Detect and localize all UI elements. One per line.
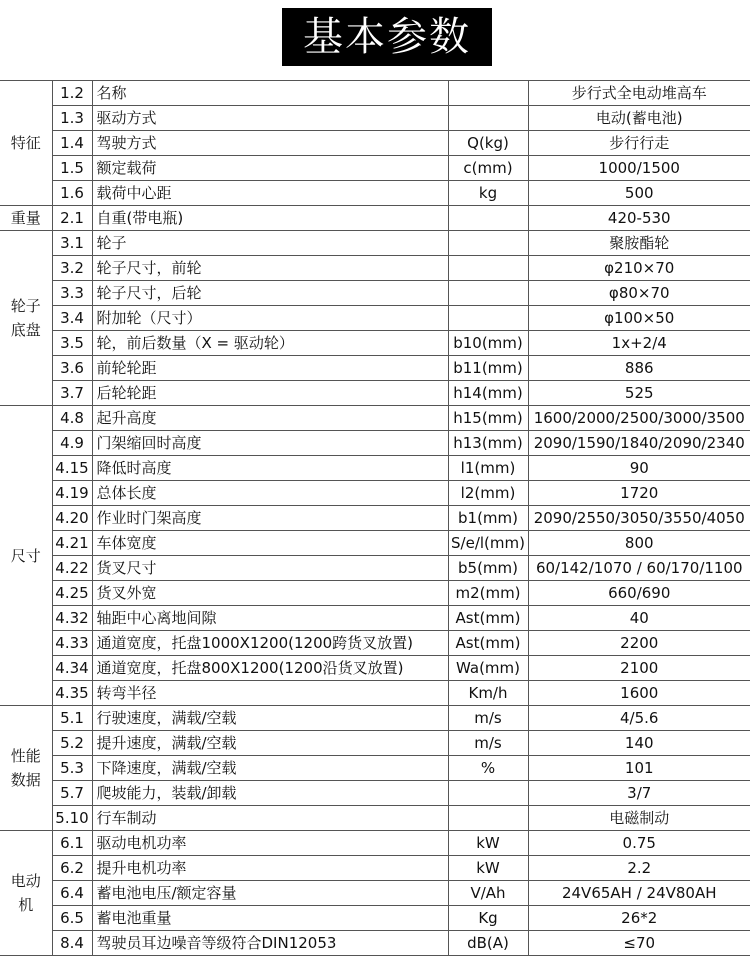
row-value: 电动(蓄电池)	[528, 106, 750, 131]
row-name: 后轮轮距	[92, 381, 448, 406]
table-row	[0, 756, 750, 781]
row-name: 转弯半径	[92, 681, 448, 706]
row-code: 3.6	[52, 356, 92, 381]
row-name: 额定载荷	[92, 156, 448, 181]
row-name: 提升电机功率	[92, 856, 448, 881]
table-row	[0, 556, 750, 581]
row-name: 提升速度，满载/空载	[92, 731, 448, 756]
row-value: 2090/1590/1840/2090/2340	[528, 431, 750, 456]
row-unit	[448, 781, 528, 806]
table-row	[0, 381, 750, 406]
group-label: 电动 机	[0, 831, 52, 956]
row-code: 4.32	[52, 606, 92, 631]
row-value: 420-530	[528, 206, 750, 231]
row-unit: %	[448, 756, 528, 781]
row-unit: h14(mm)	[448, 381, 528, 406]
row-unit: h15(mm)	[448, 406, 528, 431]
row-code: 1.6	[52, 181, 92, 206]
row-value: 40	[528, 606, 750, 631]
row-unit: l2(mm)	[448, 481, 528, 506]
row-unit: b10(mm)	[448, 331, 528, 356]
row-name: 驾驶方式	[92, 131, 448, 156]
row-unit: h13(mm)	[448, 431, 528, 456]
row-value: 2100	[528, 656, 750, 681]
row-value: 2.2	[528, 856, 750, 881]
row-code: 4.25	[52, 581, 92, 606]
row-code: 4.9	[52, 431, 92, 456]
table-row	[0, 631, 750, 656]
row-code: 5.3	[52, 756, 92, 781]
table-row	[0, 856, 750, 881]
table-row	[0, 906, 750, 931]
row-name: 货叉外宽	[92, 581, 448, 606]
row-value: 660/690	[528, 581, 750, 606]
row-name: 轮子尺寸，后轮	[92, 281, 448, 306]
table-row	[0, 781, 750, 806]
row-value: 800	[528, 531, 750, 556]
row-code: 4.20	[52, 506, 92, 531]
row-code: 4.19	[52, 481, 92, 506]
row-code: 8.4	[52, 931, 92, 956]
table-row	[0, 931, 750, 956]
row-value: 1600	[528, 681, 750, 706]
row-code: 3.1	[52, 231, 92, 256]
row-code: 1.4	[52, 131, 92, 156]
spec-table-body	[0, 81, 750, 956]
row-name: 行驶速度，满载/空载	[92, 706, 448, 731]
row-unit: m/s	[448, 706, 528, 731]
row-name: 起升高度	[92, 406, 448, 431]
row-code: 1.5	[52, 156, 92, 181]
row-name: 蓄电池重量	[92, 906, 448, 931]
row-name: 前轮轮距	[92, 356, 448, 381]
row-unit	[448, 106, 528, 131]
table-row	[0, 331, 750, 356]
table-row	[0, 281, 750, 306]
row-code: 3.7	[52, 381, 92, 406]
row-unit: kW	[448, 856, 528, 881]
row-unit: Wa(mm)	[448, 656, 528, 681]
row-value: 101	[528, 756, 750, 781]
row-code: 3.3	[52, 281, 92, 306]
row-code: 4.22	[52, 556, 92, 581]
table-row	[0, 481, 750, 506]
row-unit: c(mm)	[448, 156, 528, 181]
group-label: 性能 数据	[0, 706, 52, 831]
row-code: 4.8	[52, 406, 92, 431]
row-value: 90	[528, 456, 750, 481]
row-code: 6.2	[52, 856, 92, 881]
row-name: 附加轮（尺寸）	[92, 306, 448, 331]
row-unit: dB(A)	[448, 931, 528, 956]
row-unit: Kg	[448, 906, 528, 931]
row-value: φ80×70	[528, 281, 750, 306]
row-unit: m/s	[448, 731, 528, 756]
row-unit	[448, 256, 528, 281]
row-name: 载荷中心距	[92, 181, 448, 206]
row-name: 轮，前后数量（X = 驱动轮）	[92, 331, 448, 356]
table-row	[0, 831, 750, 856]
row-value: 0.75	[528, 831, 750, 856]
row-code: 3.5	[52, 331, 92, 356]
row-value: 1600/2000/2500/3000/3500	[528, 406, 750, 431]
title-area	[0, 0, 750, 80]
table-row	[0, 181, 750, 206]
row-value: 525	[528, 381, 750, 406]
row-name: 轴距中心离地间隙	[92, 606, 448, 631]
row-unit: b11(mm)	[448, 356, 528, 381]
row-code: 5.10	[52, 806, 92, 831]
row-code: 4.35	[52, 681, 92, 706]
row-value: 1x+2/4	[528, 331, 750, 356]
row-value: 步行式全电动堆高车	[528, 81, 750, 106]
page-title: 基本参数	[282, 8, 492, 66]
table-row	[0, 531, 750, 556]
row-name: 门架缩回时高度	[92, 431, 448, 456]
row-value: 步行行走	[528, 131, 750, 156]
row-unit	[448, 81, 528, 106]
row-name: 行车制动	[92, 806, 448, 831]
row-code: 4.34	[52, 656, 92, 681]
row-unit: V/Ah	[448, 881, 528, 906]
row-name: 名称	[92, 81, 448, 106]
table-row	[0, 231, 750, 256]
row-code: 5.7	[52, 781, 92, 806]
row-code: 3.2	[52, 256, 92, 281]
row-code: 4.33	[52, 631, 92, 656]
row-unit: S/e/l(mm)	[448, 531, 528, 556]
row-unit	[448, 281, 528, 306]
table-row	[0, 706, 750, 731]
row-unit: kg	[448, 181, 528, 206]
table-row	[0, 131, 750, 156]
row-unit	[448, 806, 528, 831]
row-name: 货叉尺寸	[92, 556, 448, 581]
group-label: 特征	[0, 81, 52, 206]
table-row	[0, 806, 750, 831]
row-value: 24V65AH / 24V80AH	[528, 881, 750, 906]
group-label: 尺寸	[0, 406, 52, 706]
row-value: 886	[528, 356, 750, 381]
row-unit: l1(mm)	[448, 456, 528, 481]
row-name: 轮子尺寸，前轮	[92, 256, 448, 281]
row-name: 车体宽度	[92, 531, 448, 556]
table-row	[0, 81, 750, 106]
row-unit: m2(mm)	[448, 581, 528, 606]
row-value: 26*2	[528, 906, 750, 931]
row-code: 2.1	[52, 206, 92, 231]
row-value: 4/5.6	[528, 706, 750, 731]
row-name: 作业时门架高度	[92, 506, 448, 531]
row-name: 爬坡能力，装载/卸载	[92, 781, 448, 806]
row-code: 5.1	[52, 706, 92, 731]
row-value: 1000/1500	[528, 156, 750, 181]
table-row	[0, 106, 750, 131]
row-unit: Ast(mm)	[448, 631, 528, 656]
row-unit	[448, 206, 528, 231]
row-code: 4.21	[52, 531, 92, 556]
row-name: 自重(带电瓶)	[92, 206, 448, 231]
row-code: 1.3	[52, 106, 92, 131]
row-value: φ210×70	[528, 256, 750, 281]
row-name: 轮子	[92, 231, 448, 256]
table-row	[0, 581, 750, 606]
table-row	[0, 306, 750, 331]
table-row	[0, 406, 750, 431]
group-label: 重量	[0, 206, 52, 231]
row-name: 降低时高度	[92, 456, 448, 481]
row-code: 1.2	[52, 81, 92, 106]
row-name: 下降速度，满载/空载	[92, 756, 448, 781]
table-row	[0, 206, 750, 231]
row-value: 电磁制动	[528, 806, 750, 831]
table-row	[0, 606, 750, 631]
row-value: 1720	[528, 481, 750, 506]
row-value: 2200	[528, 631, 750, 656]
group-label: 轮子 底盘	[0, 231, 52, 406]
row-name: 驾驶员耳边噪音等级符合DIN12053	[92, 931, 448, 956]
row-unit: b5(mm)	[448, 556, 528, 581]
table-row	[0, 656, 750, 681]
row-code: 6.1	[52, 831, 92, 856]
row-value: ≤70	[528, 931, 750, 956]
row-value: 60/142/1070 / 60/170/1100	[528, 556, 750, 581]
row-code: 5.2	[52, 731, 92, 756]
row-name: 通道宽度，托盘1000X1200(1200跨货叉放置)	[92, 631, 448, 656]
row-code: 4.15	[52, 456, 92, 481]
row-unit: kW	[448, 831, 528, 856]
table-row	[0, 456, 750, 481]
row-value: 3/7	[528, 781, 750, 806]
table-row	[0, 256, 750, 281]
row-value: 聚胺酯轮	[528, 231, 750, 256]
spec-table	[0, 80, 750, 956]
row-name: 通道宽度，托盘800X1200(1200沿货叉放置)	[92, 656, 448, 681]
row-unit: b1(mm)	[448, 506, 528, 531]
table-row	[0, 681, 750, 706]
row-code: 3.4	[52, 306, 92, 331]
row-unit	[448, 306, 528, 331]
row-value: 500	[528, 181, 750, 206]
row-value: 2090/2550/3050/3550/4050	[528, 506, 750, 531]
row-unit: Q(kg)	[448, 131, 528, 156]
table-row	[0, 356, 750, 381]
table-row	[0, 431, 750, 456]
table-row	[0, 881, 750, 906]
row-code: 6.5	[52, 906, 92, 931]
row-value: 140	[528, 731, 750, 756]
row-unit	[448, 231, 528, 256]
row-name: 驱动电机功率	[92, 831, 448, 856]
row-code: 6.4	[52, 881, 92, 906]
table-row	[0, 156, 750, 181]
row-name: 总体长度	[92, 481, 448, 506]
row-unit: Ast(mm)	[448, 606, 528, 631]
table-row	[0, 506, 750, 531]
row-name: 驱动方式	[92, 106, 448, 131]
row-unit: Km/h	[448, 681, 528, 706]
row-value: φ100×50	[528, 306, 750, 331]
row-name: 蓄电池电压/额定容量	[92, 881, 448, 906]
table-row	[0, 731, 750, 756]
